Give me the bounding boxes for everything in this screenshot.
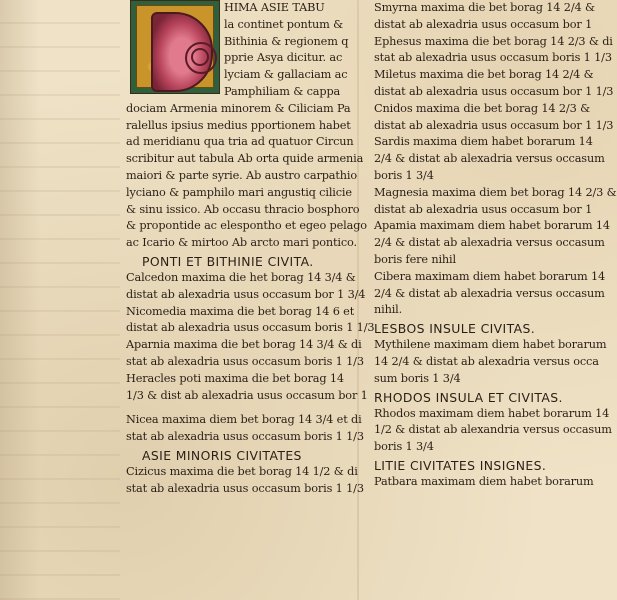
text-line: boris 1 3/4 [374,440,434,454]
text-line: 2/4 & distat ab alexadria versus occasum [374,286,605,300]
text-line: Magnesia maxima diem bet borag 14 2/3 & [374,185,617,199]
text-line: Aparnia maxima die bet borag 14 3/4 & di [126,338,362,352]
text-line: ralellus ipsius medius pportionem habet [126,118,351,132]
text-line: ac Icario & mirtoo Ab arcto mari pontico. [126,236,357,250]
text-line: Cnidos maxima die bet borag 14 2/3 & [374,101,590,115]
text-line: distat ab alexadria usus occasum bor 1 [374,202,593,216]
text-line: Mythilene maximam diem habet borarum [374,338,607,352]
section-heading: LESBOS INSULE CIVITAS. [374,321,536,337]
text-line: scribitur aut tabula Ab orta quide armenia [126,152,364,166]
section-heading: RHODOS INSULA ET CIVITAS. [374,389,563,405]
text-line: Apamia maximam diem habet borarum 14 [374,219,610,233]
text-line: & sinu issico. Ab occasu thracio bosphoro [126,202,360,216]
text-line: lyciam & gallaciam ac [224,68,348,82]
section-heading: ASIE MINORIS CIVITATES [142,447,302,463]
text-line: Smyrna maxima die bet borag 14 2/4 & [374,1,595,14]
text-line: distat ab alexadria usus occasum bor 1 1/3 [374,118,614,132]
text-line: 14 2/4 & distat ab alexadria versus occa [374,354,599,368]
right-text-column [374,0,617,491]
previous-page-shadow [0,0,120,600]
opening-paragraph [126,0,367,252]
text-line: Calcedon maxima die het borag 14 3/4 & [126,270,356,284]
text-line: 1/3 & dist ab alexadria usus occasum bor 1 [126,388,368,402]
text-line: Nicomedia maxima die bet borag 14 6 et [126,304,355,318]
text-line: stat ab alexadria usus occasum boris 1 1/3 [126,481,364,495]
text-line: Ephesus maxima die bet borag 14 2/3 & di [374,34,613,48]
text-line: HIMA ASIE TABU [224,1,325,14]
text-line: Cibera maximam diem habet borarum 14 [374,269,606,283]
text-line: boris fere nihil [374,252,456,266]
paragraph-gap [126,404,350,412]
text-line: Cizicus maxima die bet borag 14 1/2 & di [126,464,358,478]
text-line: boris 1 3/4 [374,168,434,182]
text-line: distat ab alexadria usus occasum bor 1 1/3 [374,84,614,98]
text-line: Miletus maxima die bet borag 14 2/4 & [374,68,594,82]
text-line: Nicea maxima diem bet borag 14 3/4 et di [126,413,362,427]
section-heading: LITIE CIVITATES INSIGNES. [374,457,547,473]
text-line: & propontide ac elespontho et egeo pelago [126,219,367,233]
text-line: Rhodos maximam diem habet borarum 14 [374,406,610,420]
text-line: Pamphiliam & cappa [224,84,341,98]
section-heading: PONTI ET BITHINIE CIVITA. [142,253,314,269]
text-line: la continet pontum & [224,17,344,31]
text-line: distat ab alexadria usus occasum bor 1 [374,17,593,31]
left-text-column [126,0,375,498]
text-line: sum boris 1 3/4 [374,371,461,385]
text-line: Bithinia & regionem q [224,34,349,48]
text-line: ad meridianu qua tria ad quatuor Circun [126,135,354,149]
text-line: Heracles poti maxima die bet borag 14 [126,371,344,385]
text-line: lyciano & pamphilo mari angustiq cilicie [126,185,352,199]
text-line: 2/4 & distat ab alexadria versus occasum [374,152,605,166]
text-line: Patbara maximam diem habet borarum [374,474,594,488]
text-line: stat ab alexadria usus occasum boris 1 1/3 [126,354,364,368]
text-line: nihil. [374,303,403,317]
text-line: 2/4 & distat ab alexadria versus occasum [374,236,605,250]
text-line: maiori & parte syrie. Ab austro carpathio [126,168,357,182]
text-line: distat ab alexadria usus occasum bor 1 3/4 [126,287,366,301]
text-line: pprie Asya dicitur. ac [224,51,343,65]
text-line: Sardis maxima diem habet borarum 14 [374,135,593,149]
text-line: stat ab alexadria usus occasum boris 1 1/3 [374,51,612,65]
text-line: distat ab alexadria usus occasum boris 1 1/3 [126,321,375,335]
text-line: stat ab alexadria usus occasum boris 1 1/3 [126,430,364,444]
text-line: dociam Armenia minorem & Ciliciam Pa [126,101,351,115]
text-line: 1/2 & distat ab alexandria versus occasum [374,423,612,437]
